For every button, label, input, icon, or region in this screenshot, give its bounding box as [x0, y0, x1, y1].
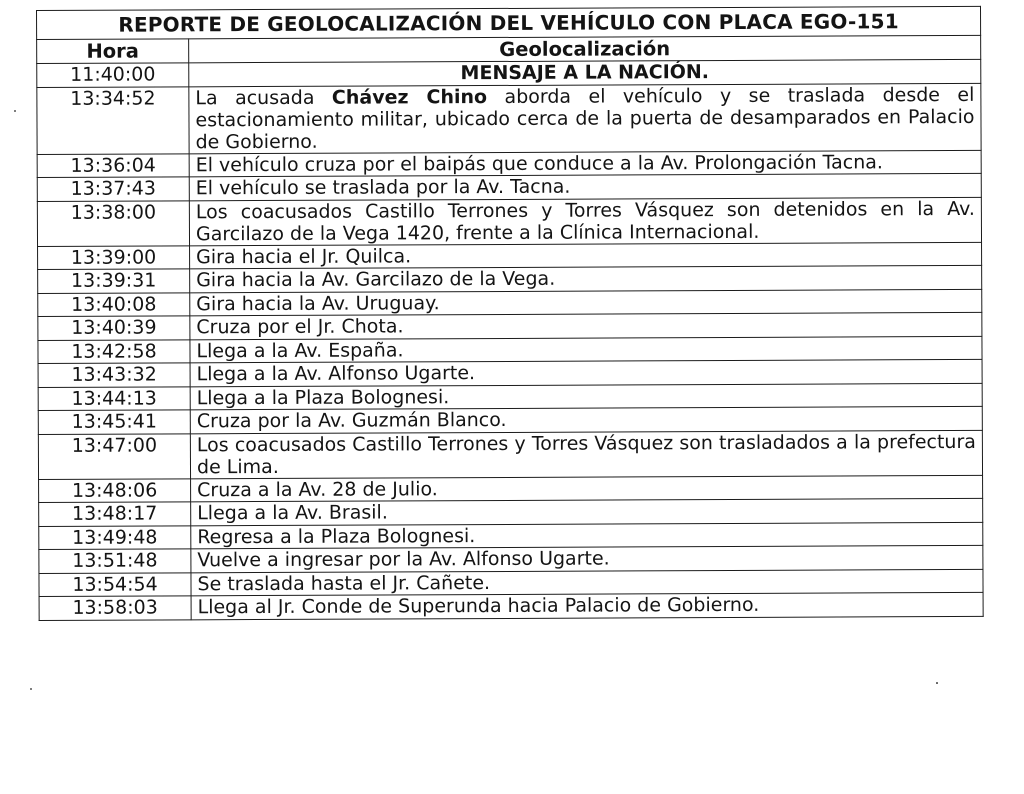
event-text-part: aborda el vehículo y se traslada desde el estacionamiento militar, ubicado cerca de la puerta de desamparados en Palacio de Gobierno. [195, 83, 975, 153]
event-cell: Cruza por el Jr. Chota. [190, 312, 982, 339]
table-row [37, 83, 981, 154]
time-cell: 13:34:52 [37, 86, 189, 154]
time-cell: 13:40:08 [38, 292, 190, 316]
time-cell: 13:36:04 [37, 153, 189, 177]
time-cell: 13:37:43 [37, 177, 189, 201]
time-cell: 13:43:32 [38, 363, 190, 387]
accused-name: Chávez Chino [331, 85, 488, 109]
time-cell: 13:38:00 [37, 200, 189, 246]
event-cell: Los coacusados Castillo Terrones y Torres Vásquez son detenidos en la Av. Garcilazo de la Vega 1420, frente a la Clínica Internacional. [189, 197, 981, 245]
event-cell: Llega a la Plaza Bolognesi. [190, 383, 982, 410]
time-cell: 13:48:17 [39, 502, 191, 526]
scan-speck [14, 110, 16, 112]
time-cell: 13:44:13 [38, 386, 190, 410]
time-cell: 13:49:48 [39, 525, 191, 549]
time-cell: 13:47:00 [38, 433, 190, 479]
time-cell: 13:42:58 [38, 339, 190, 363]
time-cell: 13:39:31 [38, 269, 190, 293]
event-cell: El vehículo cruza por el baipás que conduce a la Av. Prolongación Tacna. [189, 150, 981, 177]
report-title: REPORTE DE GEOLOCALIZACIÓN DEL VEHÍCULO CON PLACA EGO-151 [37, 6, 981, 39]
time-cell: 13:48:06 [39, 478, 191, 502]
event-cell: Los coacusados Castillo Terrones y Torres Vásquez son trasladados a la prefectura de Lima. [190, 430, 982, 478]
column-header-geolocalizacion: Geolocalización [189, 35, 981, 62]
time-cell: 13:54:54 [39, 572, 191, 596]
event-cell: Regresa a la Plaza Bolognesi. [191, 522, 983, 549]
event-text-part: La acusada [195, 86, 332, 109]
event-cell: MENSAJE A LA NACIÓN. [189, 59, 981, 86]
geolocation-report-table [36, 6, 984, 621]
event-cell: El vehículo se traslada por la Av. Tacna. [189, 173, 981, 200]
table-row [39, 592, 983, 620]
time-cell: 13:45:41 [38, 410, 190, 434]
table-row [38, 430, 982, 479]
time-cell: 11:40:00 [37, 63, 189, 87]
time-cell: 13:51:48 [39, 549, 191, 573]
event-cell: Vuelve a ingresar por la Av. Alfonso Ugarte. [191, 545, 983, 572]
event-cell: Cruza a la Av. 28 de Julio. [191, 475, 983, 502]
event-cell: Se traslada hasta el Jr. Cañete. [191, 569, 983, 596]
event-cell: Llega a la Av. Alfonso Ugarte. [190, 359, 982, 386]
time-cell: 13:40:39 [38, 316, 190, 340]
column-header-hora: Hora [37, 39, 189, 64]
event-cell: Llega a la Av. Brasil. [191, 498, 983, 525]
time-cell: 13:39:00 [38, 245, 190, 269]
event-cell: Cruza por la Av. Guzmán Blanco. [190, 406, 982, 433]
title-row [37, 6, 981, 39]
event-cell: Gira hacia el Jr. Quilca. [190, 242, 982, 269]
event-cell: Gira hacia la Av. Uruguay. [190, 289, 982, 316]
time-cell: 13:58:03 [39, 596, 191, 620]
event-cell: Llega a la Av. España. [190, 336, 982, 363]
table-row [37, 197, 981, 246]
event-cell: Gira hacia la Av. Garcilazo de la Vega. [190, 265, 982, 292]
scan-speck [30, 688, 32, 690]
scan-speck [936, 682, 938, 684]
event-cell [189, 83, 981, 153]
event-cell: Llega al Jr. Conde de Superunda hacia Palacio de Gobierno. [191, 592, 983, 619]
